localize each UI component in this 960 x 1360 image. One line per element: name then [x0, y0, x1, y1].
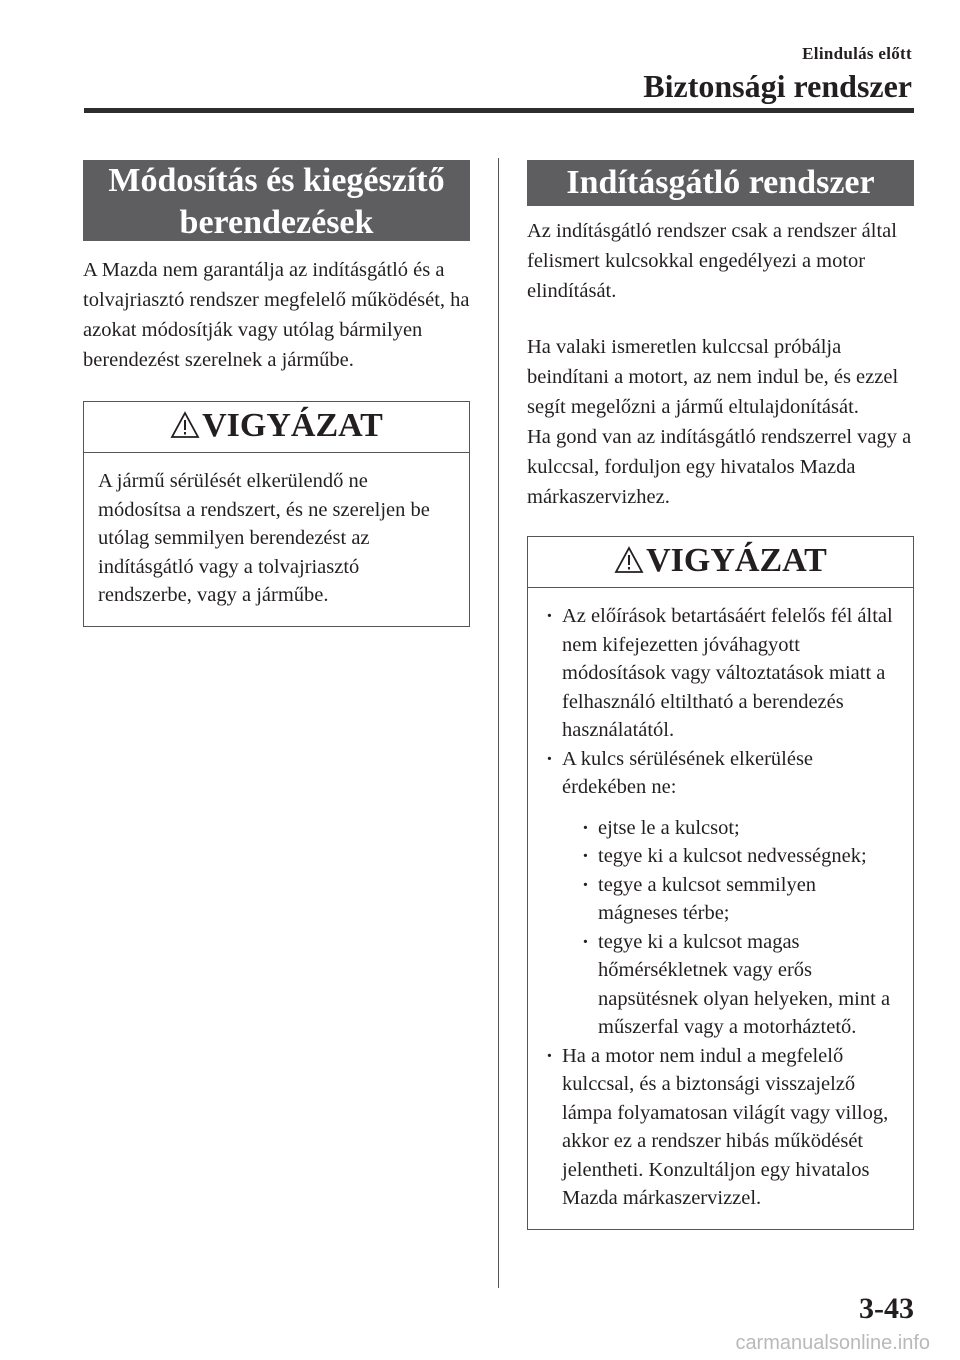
warning-text: A jármű sérülését elkerülendő ne módosítsa a rendszert, és ne szereljen be utólag semmilyen berendezést az indításgátló vagy a tolvajriasztó rendszerbe, vagy a járműbe.	[98, 470, 430, 606]
section-label: Elindulás előtt	[802, 44, 912, 63]
list-item: · Ha a motor nem indul a megfelelő kulccsal, és a biztonsági visszajelző lámpa folyamatosan világít vagy villog, akkor ez a rendszer hibás működését jelentheti. Konzultáljon egy hivatalos Mazda márkaszervizzel.	[542, 1042, 899, 1213]
page-number: 3-43	[859, 1292, 914, 1325]
warning-triangle-icon	[614, 544, 644, 584]
section-heading-modifications: Módosítás és kiegészítő berendezések	[83, 160, 470, 241]
warning-body	[528, 588, 913, 1229]
column-divider	[498, 158, 499, 1288]
sub-list-item: · tegye a kulcsot semmilyen mágneses térbe;	[578, 871, 899, 928]
right-column	[527, 160, 914, 1230]
warning-box	[83, 401, 470, 627]
sub-list-item: · tegye ki a kulcsot magas hőmérsékletnek vagy erős napsütésnek olyan helyeken, mint a műszerfal vagy a motorháztető.	[578, 928, 899, 1042]
key-damage-sublist	[578, 814, 899, 1042]
warning-list	[542, 602, 899, 1213]
immobilizer-paragraph-3: Ha gond van az indításgátló rendszerrel vagy a kulccsal, forduljon egy hivatalos Mazda márkaszervizhez.	[527, 426, 912, 508]
list-item-text: A kulcs sérülésének elkerülése érdekében ne:	[562, 747, 814, 798]
left-column	[83, 160, 470, 627]
sub-list-item: · tegye ki a kulcsot nedvességnek;	[578, 842, 899, 871]
watermark: carmanualsonline.info	[735, 1332, 930, 1354]
warning-title: VIGYÁZAT	[646, 542, 827, 579]
header-rule	[84, 108, 914, 113]
page-header	[643, 44, 912, 105]
immobilizer-paragraph-1: Az indításgátló rendszer csak a rendszer által felismert kulcsokkal engedélyezi a motor elindítását.	[527, 220, 897, 302]
sub-list-item: · ejtse le a kulcsot;	[578, 814, 899, 843]
warning-triangle-icon	[170, 409, 200, 449]
list-item: · Az előírások betartásáért felelős fél által nem kifejezetten jóváhagyott módosítások vagy változtatások miatt a felhasználó eltiltható a berendezés használatától.	[542, 602, 899, 745]
warning-header	[84, 402, 469, 453]
section-heading-immobilizer: Indításgátló rendszer	[527, 160, 914, 206]
chapter-title: Biztonsági rendszer	[643, 68, 912, 104]
list-item	[542, 745, 899, 1042]
immobilizer-paragraph-2: Ha valaki ismeretlen kulccsal próbálja beindítani a motort, az nem indul be, és ezzel segít megelőzni a jármű eltulajdonítását.	[527, 336, 899, 418]
modifications-paragraph: A Mazda nem garantálja az indításgátló és a tolvajriasztó rendszer megfelelő működését, ha azokat módosítják vagy utólag bármilyen berendezést szerelnek a járműbe.	[83, 259, 470, 371]
warning-box	[527, 536, 914, 1230]
warning-header	[528, 537, 913, 588]
warning-title: VIGYÁZAT	[202, 407, 383, 444]
